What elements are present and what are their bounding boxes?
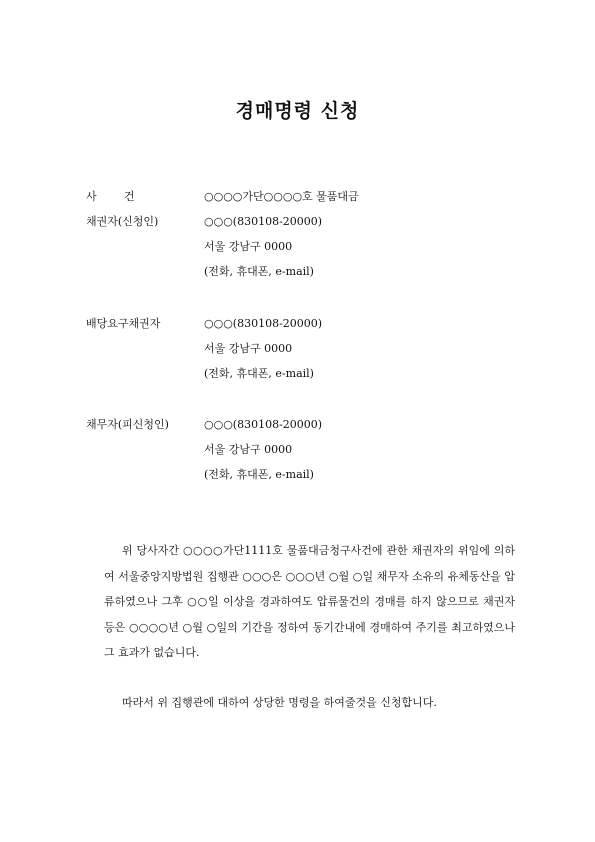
case-label: 사 건 bbox=[86, 190, 135, 203]
case-row bbox=[86, 184, 526, 209]
debtor-name-id: ○○○(830108-20000) bbox=[204, 418, 323, 431]
body-paragraph-2: 따라서 위 집행관에 대하여 상당한 명령을 하여줄것을 신청합니다. bbox=[122, 696, 437, 709]
dividend-creditor-label: 배당요구채권자 bbox=[86, 317, 161, 330]
debtor-address: 서울 강남구 0000 bbox=[204, 443, 293, 456]
debtor-label: 채무자(피신청인) bbox=[86, 418, 169, 431]
debtor-row-name bbox=[86, 412, 526, 437]
case-section bbox=[86, 184, 526, 209]
case-value: ○○○○가단○○○○호 물품대금 bbox=[204, 190, 359, 203]
creditor-row-contact bbox=[86, 259, 526, 284]
dividend-creditor-address: 서울 강남구 0000 bbox=[204, 342, 293, 355]
debtor-row-contact bbox=[86, 462, 526, 487]
creditor-row-address bbox=[86, 234, 526, 259]
debtor-contact: (전화, 휴대폰, e-mail) bbox=[204, 468, 314, 481]
creditor-section bbox=[86, 209, 526, 284]
creditor-label: 채권자(신청인) bbox=[86, 215, 159, 228]
dividend-creditor-section bbox=[86, 311, 526, 386]
creditor-name-id: ○○○(830108-20000) bbox=[204, 215, 323, 228]
debtor-row-address bbox=[86, 437, 526, 462]
body-paragraph-1: 위 당사자간 ○○○○가단1111호 물품대금청구사건에 관한 채권자의 위임에 의하여 서울중앙지방법원 집행관 ○○○은 ○○○년 ○월 ○일 채무자 소유의 유체동산을 압류하였으나 그후 ○○일 이상을 경과하여도 압류물건의 경매를 하지 않으므로 채권자 등은 ○○○○년 ○월 ○일의 기간을 정하여 동기간내에 경매하여 주기를 최고하였으나 그 효과가 없습니다. bbox=[104, 544, 515, 659]
dividend-creditor-contact: (전화, 휴대폰, e-mail) bbox=[204, 367, 314, 380]
creditor-contact: (전화, 휴대폰, e-mail) bbox=[204, 265, 314, 278]
dividend-creditor-name-id: ○○○(830108-20000) bbox=[204, 317, 323, 330]
dividend-creditor-row-name bbox=[86, 311, 526, 336]
document-title: 경매명령 신청 bbox=[235, 100, 360, 122]
dividend-creditor-row-address bbox=[86, 336, 526, 361]
creditor-row-name bbox=[86, 209, 526, 234]
dividend-creditor-row-contact bbox=[86, 361, 526, 386]
debtor-section bbox=[86, 412, 526, 487]
creditor-address: 서울 강남구 0000 bbox=[204, 240, 293, 253]
